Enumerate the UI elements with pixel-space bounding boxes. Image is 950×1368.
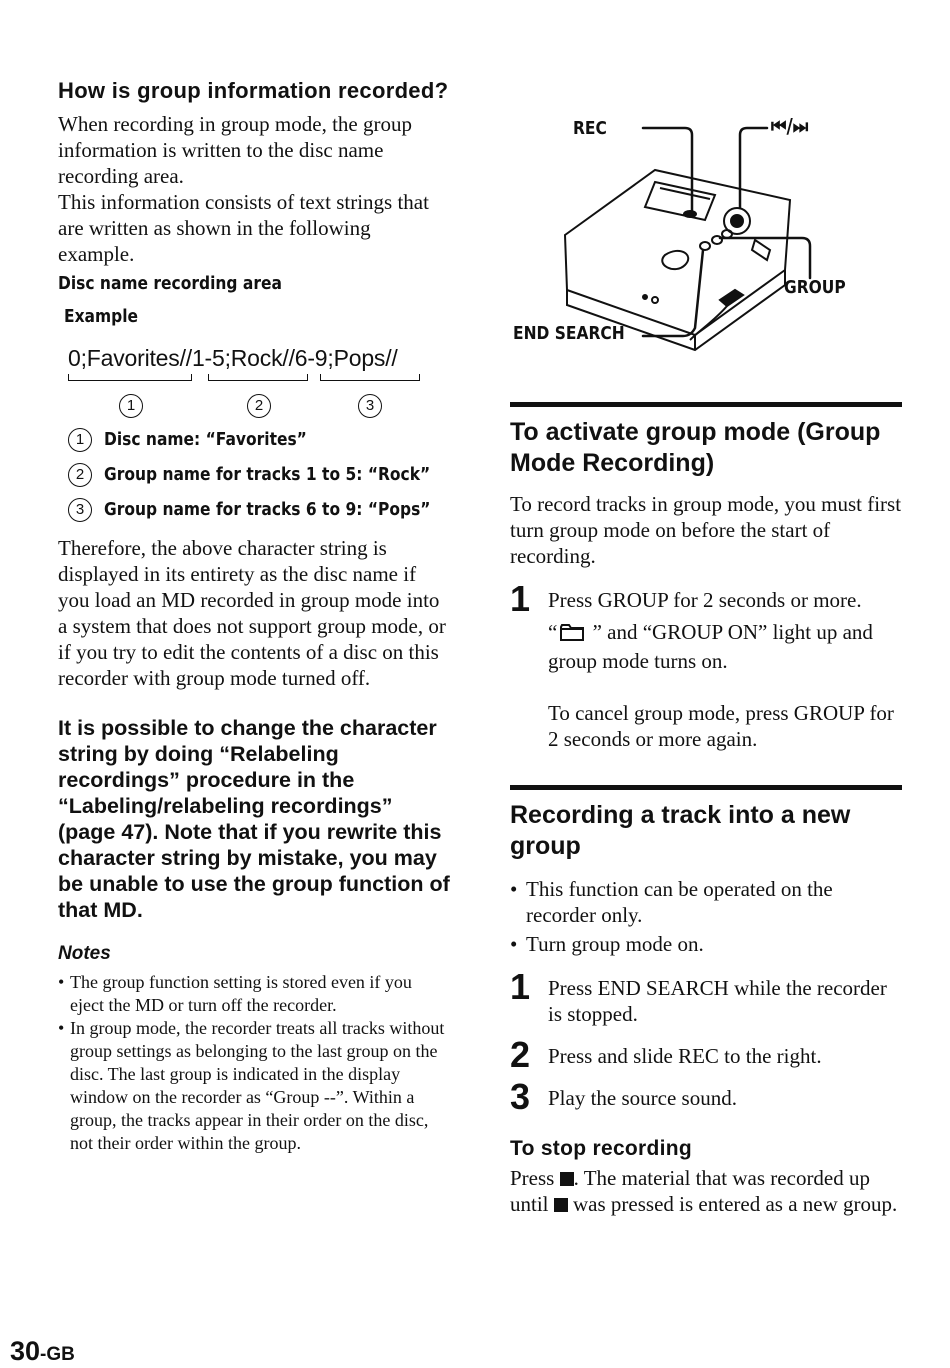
step-item [510,1076,902,1117]
section-new-group [510,785,902,1217]
page-number-value: 30 [10,1336,41,1366]
notes-title: Notes [58,943,111,964]
stop-icon [560,1172,574,1186]
stop-text-b: . The material that was recorded up until [510,1166,871,1216]
step-item [510,966,902,1027]
marker-3: 3 [358,394,382,418]
legend-item [58,422,450,457]
legend-marker: 1 [68,428,92,452]
legend-list [58,422,450,527]
bracket-2 [208,374,308,381]
group-label: GROUP [784,277,846,298]
section-rule [510,402,902,407]
example-brackets [58,372,450,420]
marker-2: 2 [247,394,271,418]
step-text: Play the source sound. [548,1086,737,1110]
skip-label: ⏮/⏭ [771,114,809,138]
page-suffix: -GB [40,1344,75,1365]
marker-1: 1 [119,394,143,418]
bracket-3 [320,374,420,381]
bracket-1 [68,374,192,381]
step-detail [548,619,902,674]
step-item [510,1034,902,1075]
legend-text: Group name for tracks 1 to 5: “Rock” [104,464,431,485]
disc-name-area-label: Disc name recording area [58,273,282,294]
legend-marker: 2 [68,463,92,487]
page-number [10,1336,75,1367]
example-label: Example [64,306,139,327]
stop-recording-title: To stop recording [510,1137,693,1160]
note-item: • In group mode, the recorder treats all tracks without group settings as belonging to the last group on the disc. The last group is indicated in the display window on the recorder as “Group --”. Within a group, the tracks appear in their order on the disc, not their order within the group. [58,1017,450,1155]
step-detail-text: ” and “GROUP ON” light up and group mode turns on. [548,620,873,673]
step-text: Press and slide REC to the right. [548,1044,822,1068]
section-title: To activate group mode (Group Mode Recording) [510,418,881,477]
legend-item [58,457,450,492]
step-number: 3 [510,1076,531,1117]
left-column [58,78,450,1155]
stop-text-a: Press [510,1166,560,1190]
section-intro: To record tracks in group mode, you must first turn group mode on before the start of recording. [510,492,902,568]
step-number: 1 [510,578,531,619]
section-title: Recording a track into a new group [510,801,851,860]
md-recorder-illustration [505,100,905,360]
step-number: 2 [510,1034,531,1075]
stop-text-c: was pressed is entered as a new group. [567,1192,898,1216]
bullet-item: • Turn group mode on. [510,931,902,957]
legend-text: Disc name: “Favorites” [104,429,307,450]
explanation-paragraph: Therefore, the above character string is displayed in its entirety as the disc name if you load an MD recorded in group mode into a system that does not support group mode, or if you try to edit the contents of a disc on this recorder with group mode turned off. [58,536,446,690]
note-item: • The group function setting is stored even if you eject the MD or turn off the recorder. [58,971,450,1017]
section-activate-group-mode [510,402,902,752]
folder-icon [559,622,585,648]
relabel-warning: It is possible to change the character string by doing “Relabeling recordings” procedure in the “Labeling/relabeling recordings” (page 47). Note that if you rewrite this character string by mistake, you may be unable to use the group function of that MD. [58,716,450,922]
step-text: Press END SEARCH while the recorder is stopped. [548,976,887,1026]
legend-text: Group name for tracks 6 to 9: “Pops” [104,499,431,520]
bullet-item: • This function can be operated on the recorder only. [510,876,902,928]
rec-label: REC [573,118,607,139]
recorder-figure [505,100,905,360]
stop-recording-text [510,1165,902,1217]
intro-paragraph-2: This information consists of text strings that are written as shown in the following example. [58,190,429,266]
quote-open: “ [548,620,558,644]
legend-marker: 3 [68,498,92,522]
step-item [510,578,902,752]
legend-item [58,492,450,527]
group-info-heading: How is group information recorded? [58,78,449,103]
example-string: 0;Favorites//1-5;Rock//6-9;Pops// [68,345,398,371]
intro-paragraph-1: When recording in group mode, the group information is written to the disc name recording area. [58,112,412,188]
stop-icon [554,1198,568,1212]
cancel-instruction: To cancel group mode, press GROUP for 2 seconds or more again. [548,701,894,751]
section-rule [510,785,902,790]
step-number: 1 [510,966,531,1007]
step-text: Press GROUP for 2 seconds or more. [548,588,862,612]
stop-recording-block [510,1137,902,1217]
notes-block [58,943,450,1155]
end-search-label: END SEARCH [513,323,625,344]
